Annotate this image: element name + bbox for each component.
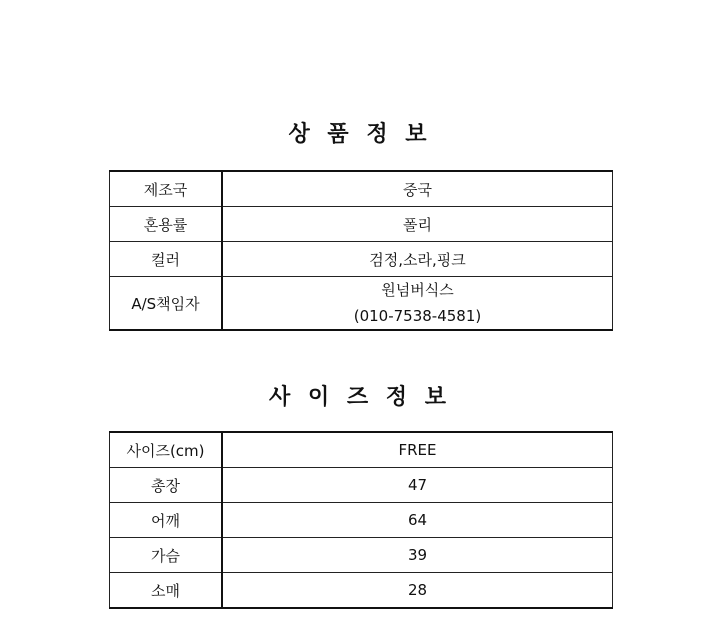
row-label-as-manager: A/S책임자 [110,277,223,331]
row-value-material: 폴리 [222,207,613,242]
row-value-shoulder: 64 [222,503,613,538]
row-label-material: 혼용률 [110,207,223,242]
table-row [110,468,613,503]
table-row [110,242,613,277]
table-row [110,207,613,242]
size-info-title: 사 이 즈 정 보 [269,385,451,410]
row-value-chest: 39 [222,538,613,573]
table-row [110,171,613,207]
product-info-table [109,170,613,331]
row-value-length: 47 [222,468,613,503]
row-value-as-manager [222,277,613,331]
row-value-color: 검정,소라,핑크 [222,242,613,277]
row-label-country: 제조국 [110,171,223,207]
size-info-table [109,431,613,609]
table-row [110,503,613,538]
row-label-shoulder: 어깨 [110,503,223,538]
as-manager-phone: (010-7538-4581) [353,307,482,325]
row-value-sleeve: 28 [222,573,613,609]
as-manager-name: 원넘버식스 [381,281,454,299]
table-row [110,432,613,468]
table-row [110,573,613,609]
table-row [110,277,613,331]
row-label-color: 컬러 [110,242,223,277]
product-info-title: 상 품 정 보 [288,122,432,147]
row-label-length: 총장 [110,468,223,503]
row-label-sleeve: 소매 [110,573,223,609]
table-row [110,538,613,573]
row-value-size: FREE [222,432,613,468]
row-label-chest: 가슴 [110,538,223,573]
row-label-size: 사이즈(cm) [110,432,223,468]
row-value-country: 중국 [222,171,613,207]
